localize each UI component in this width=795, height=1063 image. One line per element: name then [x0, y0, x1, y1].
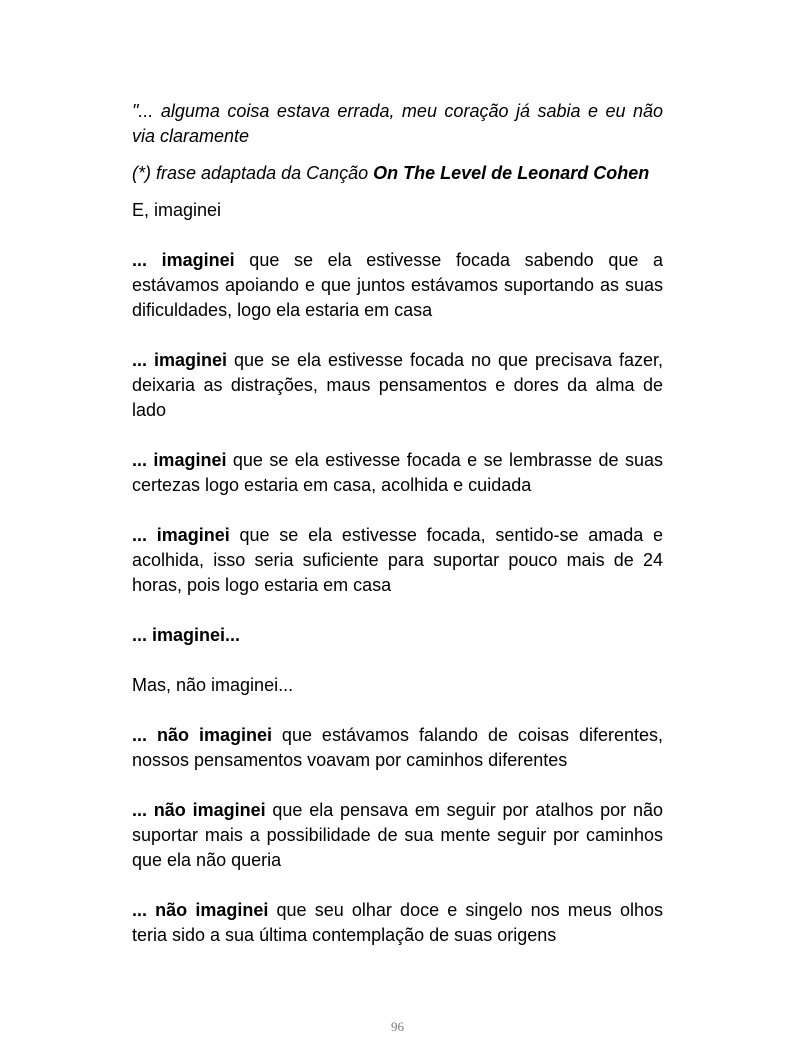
nao-imaginei-paragraph-3 — [132, 898, 663, 948]
page-number: 96 — [391, 1019, 404, 1034]
paragraph-lead: ... não imaginei — [132, 800, 266, 820]
paragraph-text: que se ela estivesse focada no que precisava fazer, deixaria as distrações, maus pensamentos e dores da alma de lado — [132, 350, 663, 420]
paragraph-lead: ... imaginei — [132, 350, 227, 370]
paragraph-text: que se ela estivesse focada sabendo que a estávamos apoiando e que juntos estávamos suportando as suas dificuldades, logo ela estaria em casa — [132, 250, 663, 320]
paragraph-lead: ... não imaginei — [132, 725, 272, 745]
footnote-paragraph — [132, 161, 663, 186]
paragraph-text: que se ela estivesse focada e se lembrasse de suas certezas logo estaria em casa, acolhida e cuidada — [132, 450, 663, 495]
paragraph-lead: ... imaginei — [132, 450, 227, 470]
footnote-song-title: On The Level de Leonard Cohen — [373, 163, 650, 183]
turn-paragraph: Mas, não imaginei... — [132, 675, 294, 695]
paragraph-text: que se ela estivesse focada, sentido-se amada e acolhida, isso seria suficiente para suportar pouco mais de 24 horas, pois logo estaria em casa — [132, 525, 663, 595]
intro-paragraph: E, imaginei — [132, 200, 222, 220]
page-body — [132, 99, 663, 948]
paragraph-lead: ... não imaginei — [132, 900, 269, 920]
paragraph-text: que estávamos falando de coisas diferentes, nossos pensamentos voavam por caminhos diferentes — [132, 725, 663, 770]
nao-imaginei-paragraph-1 — [132, 723, 663, 773]
imaginei-paragraph-3 — [132, 448, 663, 498]
paragraph-text: que ela pensava em seguir por atalhos por não suportar mais a possibilidade de sua mente seguir por caminhos que ela não queria — [132, 800, 663, 870]
footnote-prefix: (*) frase adaptada da Canção — [132, 163, 374, 183]
paragraph-lead: ... imaginei — [132, 525, 230, 545]
nao-imaginei-paragraph-2 — [132, 798, 663, 873]
imaginei-paragraph-4 — [132, 523, 663, 598]
paragraph-lead: ... imaginei — [132, 250, 235, 270]
quote-paragraph: "... alguma coisa estava errada, meu coração já sabia e eu não via claramente — [132, 101, 663, 146]
imaginei-paragraph-1 — [132, 248, 663, 323]
imaginei-paragraph-2 — [132, 348, 663, 423]
closing-imaginei: ... imaginei... — [132, 625, 241, 645]
paragraph-text: que seu olhar doce e singelo nos meus olhos teria sido a sua última contemplação de suas origens — [132, 900, 663, 945]
